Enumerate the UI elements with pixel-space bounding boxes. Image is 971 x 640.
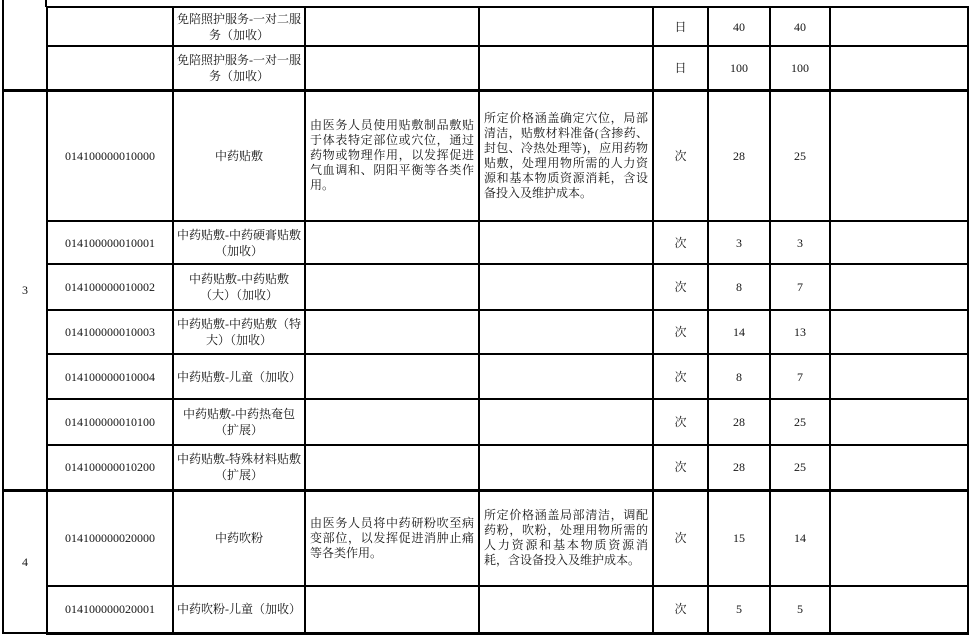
cell-remark xyxy=(830,490,968,586)
table-row xyxy=(3,264,968,310)
cell-item-name: 中药贴敷-中药贴敷（特大）（加收） xyxy=(173,310,305,354)
cell-price-2: 7 xyxy=(770,264,830,310)
cell-price-2: 7 xyxy=(770,354,830,399)
cell-item-description: 由医务人员使用贴敷制品敷贴于体表特定部位或穴位，通过药物或物理作用，以发挥促进气血调和、阴阳平衡等各类作用。 xyxy=(305,90,479,221)
cell-item-name: 中药贴敷-特殊材料贴敷（扩展） xyxy=(173,445,305,490)
cell-unit: 次 xyxy=(653,310,708,354)
cell-item-name: 中药贴敷-中药热奄包（扩展） xyxy=(173,399,305,445)
cell-item-code: 014100000010004 xyxy=(47,354,173,399)
cell-unit: 次 xyxy=(653,445,708,490)
cell-item-name: 免陪照护服务-一对二服务（加收） xyxy=(173,7,305,46)
cell-item-description xyxy=(305,354,479,399)
cell-remark xyxy=(830,586,968,633)
cell-price-1: 8 xyxy=(708,354,770,399)
medical-service-price-table xyxy=(2,6,969,635)
cell-price-2: 100 xyxy=(770,46,830,90)
price-table-body xyxy=(3,7,968,633)
cell-unit: 次 xyxy=(653,586,708,633)
cell-item-description xyxy=(305,586,479,633)
cell-remark xyxy=(830,310,968,354)
cell-remark xyxy=(830,7,968,46)
cell-item-code xyxy=(47,7,173,46)
cell-remark xyxy=(830,264,968,310)
cell-item-description xyxy=(305,310,479,354)
cell-item-description xyxy=(305,264,479,310)
cell-item-code: 014100000020001 xyxy=(47,586,173,633)
cell-price-1: 3 xyxy=(708,221,770,264)
table-row xyxy=(3,490,968,586)
cell-item-code: 014100000010003 xyxy=(47,310,173,354)
cell-price-1: 40 xyxy=(708,7,770,46)
cell-unit: 次 xyxy=(653,264,708,310)
cell-price-1: 28 xyxy=(708,399,770,445)
table-row xyxy=(3,221,968,264)
cell-unit: 次 xyxy=(653,490,708,586)
table-row xyxy=(3,90,968,221)
cell-price-2: 40 xyxy=(770,7,830,46)
cell-price-composition: 所定价格涵盖确定穴位，局部清洁，贴敷材料准备(含掺药、封包、冷热处理等)，应用药物贴敷，处理用物所需的人力资源和基本物质资源消耗，含设备投入及维护成本。 xyxy=(479,90,653,221)
cell-item-code: 014100000020000 xyxy=(47,490,173,586)
cell-price-1: 28 xyxy=(708,445,770,490)
cell-unit: 日 xyxy=(653,7,708,46)
cell-item-description xyxy=(305,445,479,490)
cell-price-1: 15 xyxy=(708,490,770,586)
cell-item-code: 014100000010200 xyxy=(47,445,173,490)
cell-price-1: 14 xyxy=(708,310,770,354)
cell-item-code: 014100000010002 xyxy=(47,264,173,310)
cell-price-composition: 所定价格涵盖局部清洁，调配药粉，吹粉，处理用物所需的人力资源和基本物质资源消耗，含设备投入及维护成本。 xyxy=(479,490,653,586)
cell-unit: 日 xyxy=(653,46,708,90)
cell-unit: 次 xyxy=(653,354,708,399)
cell-item-description: 由医务人员将中药研粉吹至病变部位，以发挥促进消肿止痛等各类作用。 xyxy=(305,490,479,586)
cell-price-composition xyxy=(479,445,653,490)
cell-item-name: 中药贴敷-儿童（加收） xyxy=(173,354,305,399)
cell-item-name: 中药贴敷 xyxy=(173,90,305,221)
cell-price-composition xyxy=(479,221,653,264)
cell-item-code: 014100000010100 xyxy=(47,399,173,445)
table-row xyxy=(3,7,968,46)
table-row xyxy=(3,310,968,354)
cell-remark xyxy=(830,46,968,90)
cell-item-name: 中药吹粉-儿童（加收） xyxy=(173,586,305,633)
cell-item-code xyxy=(47,46,173,90)
cell-group-number: 3 xyxy=(3,90,47,490)
cell-group-number xyxy=(3,7,47,90)
cell-price-1: 8 xyxy=(708,264,770,310)
cell-item-description xyxy=(305,46,479,90)
cell-remark xyxy=(830,221,968,264)
cell-item-code: 014100000010001 xyxy=(47,221,173,264)
cell-price-2: 25 xyxy=(770,90,830,221)
table-row xyxy=(3,354,968,399)
cell-price-composition xyxy=(479,7,653,46)
cell-item-name: 中药贴敷-中药贴敷（大）（加收） xyxy=(173,264,305,310)
table-row xyxy=(3,399,968,445)
cell-price-2: 13 xyxy=(770,310,830,354)
cell-remark xyxy=(830,354,968,399)
cell-remark xyxy=(830,399,968,445)
cell-price-2: 14 xyxy=(770,490,830,586)
cell-group-number: 4 xyxy=(3,490,47,633)
cell-price-2: 25 xyxy=(770,399,830,445)
cell-price-composition xyxy=(479,586,653,633)
cell-item-name: 中药吹粉 xyxy=(173,490,305,586)
cell-price-composition xyxy=(479,264,653,310)
cell-price-2: 5 xyxy=(770,586,830,633)
table-row xyxy=(3,586,968,633)
cell-price-composition xyxy=(479,354,653,399)
cell-price-1: 100 xyxy=(708,46,770,90)
cell-price-composition xyxy=(479,46,653,90)
cell-item-name: 中药贴敷-中药硬膏贴敷（加收） xyxy=(173,221,305,264)
cell-unit: 次 xyxy=(653,90,708,221)
cell-price-1: 5 xyxy=(708,586,770,633)
cell-unit: 次 xyxy=(653,221,708,264)
cell-price-1: 28 xyxy=(708,90,770,221)
cell-remark xyxy=(830,90,968,221)
table-row xyxy=(3,46,968,90)
cell-item-description xyxy=(305,221,479,264)
cell-item-name: 免陪照护服务-一对一服务（加收） xyxy=(173,46,305,90)
table-row xyxy=(3,445,968,490)
cell-price-composition xyxy=(479,399,653,445)
cell-price-2: 25 xyxy=(770,445,830,490)
cell-remark xyxy=(830,445,968,490)
cell-price-composition xyxy=(479,310,653,354)
cell-item-description xyxy=(305,7,479,46)
cell-price-2: 3 xyxy=(770,221,830,264)
cell-item-description xyxy=(305,399,479,445)
cell-unit: 次 xyxy=(653,399,708,445)
cell-item-code: 014100000010000 xyxy=(47,90,173,221)
